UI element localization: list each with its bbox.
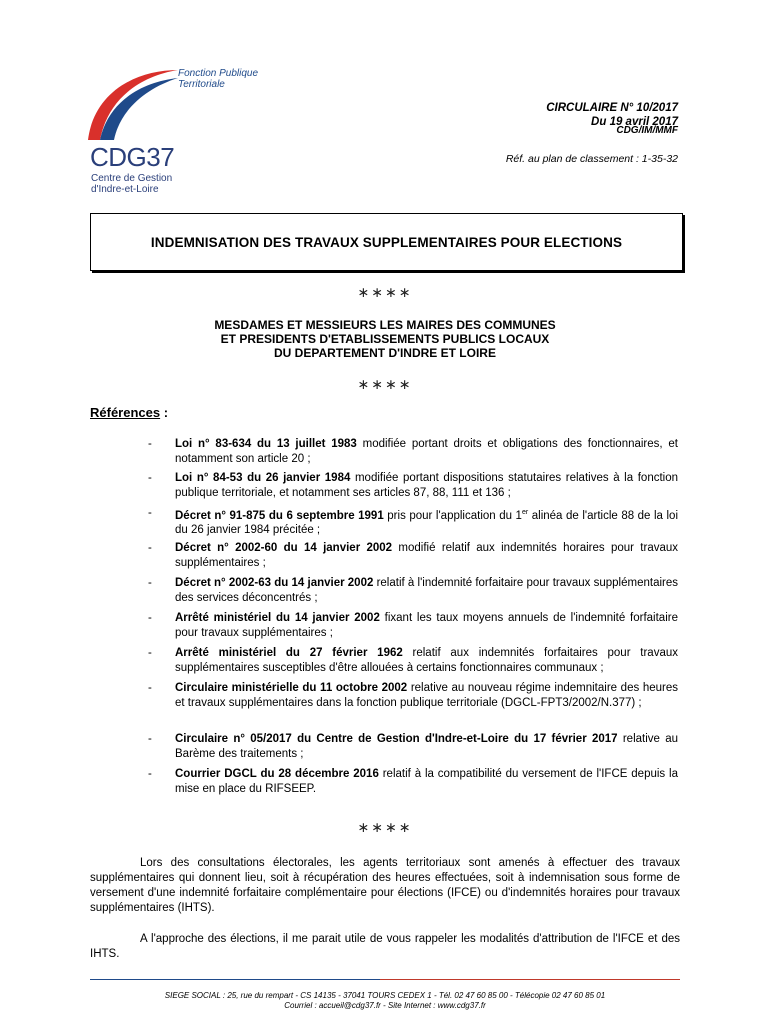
- cdg37-logo: [86, 62, 286, 232]
- addressee-line: MESDAMES ET MESSIEURS LES MAIRES DES COMMUNES: [214, 318, 556, 332]
- addressee-block: [0, 318, 770, 360]
- addressee-line: ET PRESIDENTS D'ETABLISSEMENTS PUBLICS LOCAUX: [220, 332, 550, 346]
- body-paragraph: Lors des consultations électorales, les agents territoriaux sont amenés à effectuer des travaux supplémentaires qui donnent lieu, soit à récupération des heures effectuées, soit à indemnisation sous forme de versement d'une indemnité forfaitaire complémentaire pour élections (IFCE) ou d'indemnités horaires pour travaux supplémentaires (IHTS).: [90, 857, 680, 914]
- separator-stars: ∗∗∗∗: [357, 376, 413, 392]
- logo-centre-gestion-text: Centre de Gestion d'Indre-et-Loire: [91, 173, 173, 195]
- fonction-publique-swoosh-icon: [86, 62, 181, 142]
- body-paragraph: A l'approche des élections, il me parait utile de vous rappeler les modalités d'attribution de l'IFCE et des IHTS.: [90, 933, 680, 960]
- circular-header: [505, 101, 678, 165]
- document-title-box: [90, 213, 683, 271]
- circular-reference: CDG/IM/MMF: [616, 125, 678, 136]
- document-title: INDEMNISATION DES TRAVAUX SUPPLEMENTAIRES POUR ELECTIONS: [150, 234, 623, 250]
- references-heading: Références :: [90, 405, 169, 420]
- separator-stars: ∗∗∗∗: [357, 284, 413, 300]
- footer-divider-red: [380, 979, 680, 980]
- footer-divider-blue: [90, 979, 380, 980]
- addressee-line: DU DEPARTEMENT D'INDRE ET LOIRE: [274, 346, 496, 360]
- footer-address: SIEGE SOCIAL : 25, rue du rempart - CS 14135 - 37041 TOURS CEDEX 1 - Tél. 02 47 60 85 00 - Télécopie 02 47 60 85 01: [164, 991, 606, 1000]
- logo-cdg37-text: CDG37: [90, 142, 175, 172]
- classification-plan-reference: Réf. au plan de classement : 1-35-32: [505, 153, 678, 165]
- page-footer: [0, 991, 770, 1011]
- footer-contact: Courriel : accueil@cdg37.fr - Site Internet : www.cdg37.fr: [284, 1001, 486, 1010]
- circular-date: Du 19 avril 2017: [591, 116, 678, 128]
- circular-number: CIRCULAIRE N° 10/2017: [546, 102, 678, 114]
- separator-stars: ∗∗∗∗: [357, 819, 413, 835]
- logo-fonction-publique-text: Fonction Publique Territoriale: [178, 68, 259, 90]
